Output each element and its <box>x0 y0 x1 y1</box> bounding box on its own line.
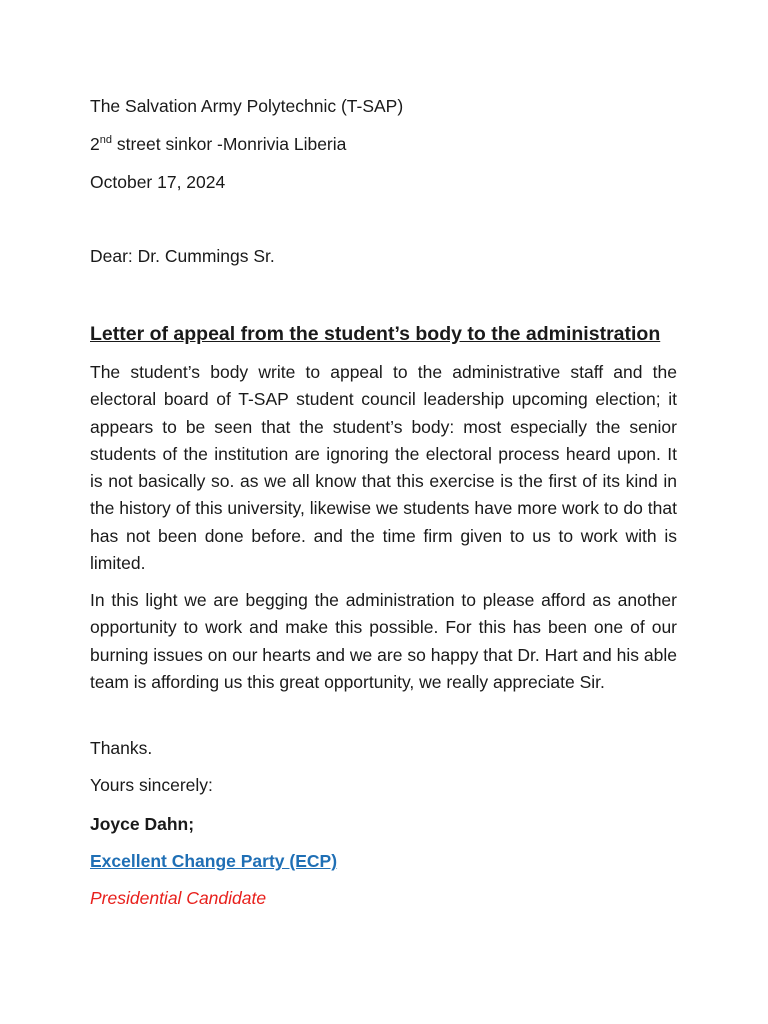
address-ordinal-suffix: nd <box>99 134 112 146</box>
closing-line: Yours sincerely: <box>90 775 213 795</box>
body-paragraph-2: In this light we are begging the administration to please afford as another opportunity to work and make this possible. For this has been one of our burning issues on our hearts and we are so happy that Dr. Hart and his able team is affording us this great opportunity, we really appreciate Sir. <box>90 590 677 692</box>
letter-date: October 17, 2024 <box>90 172 226 192</box>
signer-role: Presidential Candidate <box>90 888 267 908</box>
body-paragraph-1: The student’s body write to appeal to the administrative staff and the electoral board of T-SAP student council leadership upcoming election; it appears to be seen that the student’s body: most especially the senior students of the institution are ignoring the electoral process heard upon. It is not basically so. as we all know that this exercise is the first of its kind in the history of this university, likewise we students have more work to do that has not been done before. and the time firm given to us to work with is limited. <box>90 362 677 574</box>
salutation: Dear: Dr. Cummings Sr. <box>90 246 275 266</box>
organization-name: The Salvation Army Polytechnic (T-SAP) <box>90 96 404 116</box>
signer-name: Joyce Dahn; <box>90 814 195 834</box>
thanks-line: Thanks. <box>90 738 153 758</box>
address-line <box>90 134 346 154</box>
address-rest: street sinkor -Monrivia Liberia <box>111 134 347 154</box>
party-link[interactable]: Excellent Change Party (ECP) <box>90 851 338 871</box>
address-number: 2 <box>90 134 100 154</box>
letter-subject-heading: Letter of appeal from the student’s body to the administration <box>90 323 661 345</box>
